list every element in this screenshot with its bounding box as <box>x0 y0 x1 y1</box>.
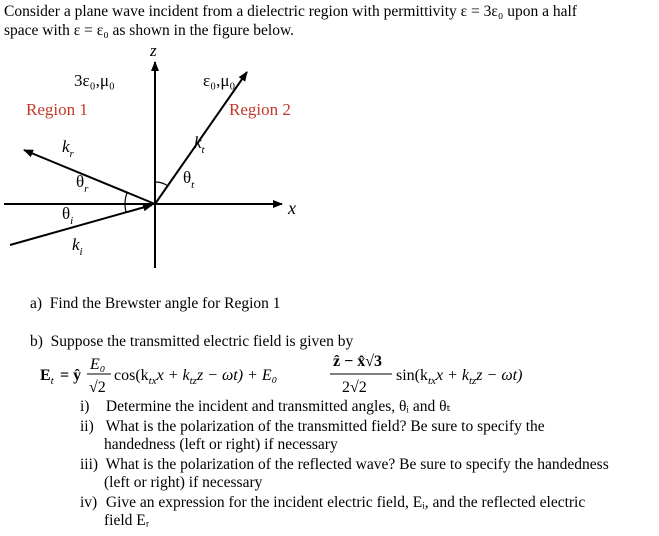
subquestion-i-num: i) <box>80 398 90 415</box>
subquestion-ii-text: What is the polarization of the transmitted field? Be sure to specify the <box>105 418 545 435</box>
svg-text:cos(ktxx + ktzz − ωt) + E₀: $\cos(k_{tx}x + k_{tz}z - \omega t) + E_0$ <box>114 367 278 387</box>
question-a-marker: a) <box>30 295 43 312</box>
transmitted-field-equation <box>40 352 600 398</box>
eq-lhs: E <box>40 367 51 384</box>
intro-line-2: space with ε = ε₀ as shown in the figure below. <box>4 22 295 39</box>
eq-term2-den: 2√2 <box>342 379 367 396</box>
subquestion-ii-cont: handedness (left or right) if necessary <box>104 436 338 453</box>
subquestion-iii-text: What is the polarization of the reflected wave? Be sure to specify the handedness <box>105 456 609 473</box>
question-a <box>30 294 281 313</box>
theta-t-arc <box>155 182 168 186</box>
question-b <box>30 332 353 351</box>
subquestion-i-text: Determine the incident and transmitted angles, θᵢ and θₜ <box>105 398 451 415</box>
question-b-marker: b) <box>30 333 43 350</box>
subquestion-iv-num: iv) <box>80 494 98 511</box>
subquestion-ii-num: ii) <box>80 418 94 435</box>
kt-label: $k_t$ <box>194 133 205 156</box>
kr-label: $k_r$ <box>62 137 74 160</box>
region2-material: ε₀,μ₀ <box>203 71 236 90</box>
wave-incidence-figure <box>0 40 320 275</box>
x-axis-label: x <box>288 198 296 218</box>
theta-t-label: $\theta_t$ <box>183 168 195 191</box>
svg-text:sin(ktxx + ktzz − ωt): $\sin(k_{tx}x + k_{tz}z - \omega t)$ <box>396 367 523 387</box>
region2-label: Region 2 <box>229 100 291 119</box>
eq-term1-num: E₀ <box>90 356 106 373</box>
svg-text:Et: $E_t$ <box>40 367 54 387</box>
question-b-text: Suppose the transmitted electric field is given by <box>50 333 354 350</box>
theta-i-label: $\theta_i$ <box>62 204 74 227</box>
eq-term1-den: √2 <box>89 379 106 396</box>
theta-r-arc <box>125 193 127 204</box>
svg-text:= ŷ <box>60 367 81 384</box>
intro-line-1: Consider a plane wave incident from a dielectric region with permittivity ε = 3ε₀ upon a half <box>4 3 577 20</box>
subquestion-iv-cont: field Eᵣ <box>104 512 150 529</box>
question-a-text: Find the Brewster angle for Region 1 <box>49 295 281 312</box>
subquestion-iv-text: Give an expression for the incident electric field, Eᵢ, and the reflected electric <box>105 494 586 511</box>
theta-i-arc <box>125 204 126 212</box>
ki-ray <box>10 205 152 245</box>
eq-term2-num: ẑ − x̂√3 <box>333 353 382 370</box>
eq-term1-prefix: = ŷ <box>60 367 82 384</box>
ki-label: $k_i$ <box>72 235 83 258</box>
subquestion-iii-cont: (left or right) if necessary <box>104 474 263 491</box>
subquestion-ii <box>80 418 652 454</box>
problem-intro <box>4 2 577 40</box>
z-axis-label: z <box>150 41 157 60</box>
kr-ray <box>24 150 155 204</box>
region1-material: 3ε₀,μ₀ <box>74 71 115 90</box>
region1-label: Region 1 <box>26 100 88 119</box>
subquestion-i <box>80 398 652 416</box>
subquestion-iv <box>80 494 652 530</box>
subquestion-iii <box>80 456 652 492</box>
theta-r-label: $\theta_r$ <box>76 172 89 195</box>
subquestion-iii-num: iii) <box>80 456 99 473</box>
